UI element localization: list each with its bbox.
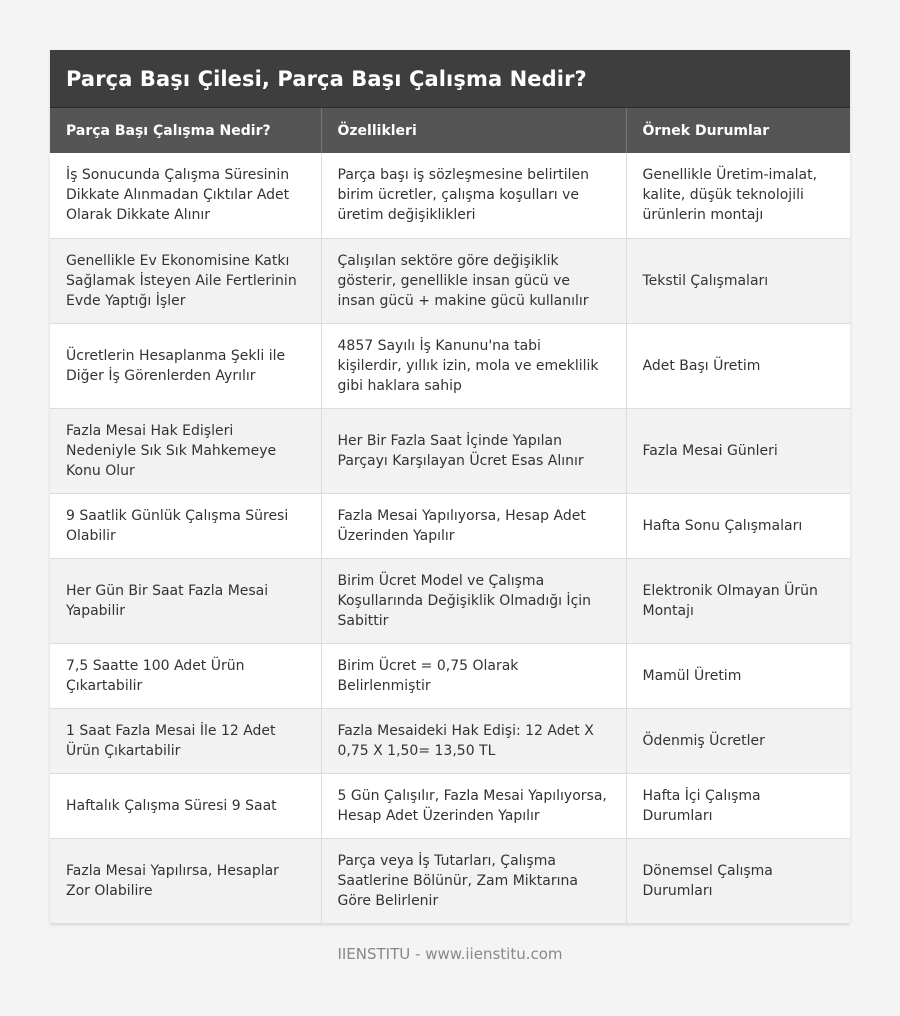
- title-bar: [50, 50, 850, 108]
- header-row: [50, 108, 850, 153]
- table-cell: Fazla Mesai Hak Edişleri Nedeniyle Sık Sık Mahkemeye Konu Olur: [50, 408, 321, 493]
- table-cell: Çalışılan sektöre göre değişiklik gösterir, genellikle insan gücü ve insan gücü + makine gücü kullanılır: [321, 238, 626, 323]
- table-row: [50, 238, 850, 323]
- table-cell: Haftalık Çalışma Süresi 9 Saat: [50, 773, 321, 838]
- table-cell: Fazla Mesai Günleri: [626, 408, 850, 493]
- table-row: [50, 643, 850, 708]
- table-cell: Hafta Sonu Çalışmaları: [626, 493, 850, 558]
- table-cell: Ücretlerin Hesaplanma Şekli ile Diğer İş Görenlerden Ayrılır: [50, 323, 321, 408]
- table-cell: İş Sonucunda Çalışma Süresinin Dikkate Alınmadan Çıktılar Adet Olarak Dikkate Alınır: [50, 153, 321, 238]
- table-cell: Dönemsel Çalışma Durumları: [626, 838, 850, 923]
- column-header-definition: Parça Başı Çalışma Nedir?: [50, 108, 321, 153]
- table-cell: 1 Saat Fazla Mesai İle 12 Adet Ürün Çıkartabilir: [50, 708, 321, 773]
- page-title: Parça Başı Çilesi, Parça Başı Çalışma Nedir?: [66, 66, 587, 91]
- column-header-features: Özellikleri: [321, 108, 626, 153]
- table-cell: Fazla Mesai Yapılıyorsa, Hesap Adet Üzerinden Yapılır: [321, 493, 626, 558]
- table-card: [50, 50, 850, 924]
- footer-credit: IIENSTITU - www.iienstitu.com: [337, 945, 563, 963]
- table-row: [50, 558, 850, 643]
- table-row: [50, 773, 850, 838]
- table-row: [50, 323, 850, 408]
- column-header-examples: Örnek Durumlar: [626, 108, 850, 153]
- table-cell: Fazla Mesaideki Hak Edişi: 12 Adet X 0,75 X 1,50= 13,50 TL: [321, 708, 626, 773]
- table-cell: Her Bir Fazla Saat İçinde Yapılan Parçayı Karşılayan Ücret Esas Alınır: [321, 408, 626, 493]
- table-cell: 4857 Sayılı İş Kanunu'na tabi kişilerdir, yıllık izin, mola ve emeklilik gibi haklara sahip: [321, 323, 626, 408]
- table-cell: Elektronik Olmayan Ürün Montajı: [626, 558, 850, 643]
- table-row: [50, 153, 850, 238]
- table-cell: Hafta İçi Çalışma Durumları: [626, 773, 850, 838]
- table-cell: Mamül Üretim: [626, 643, 850, 708]
- table-cell: 7,5 Saatte 100 Adet Ürün Çıkartabilir: [50, 643, 321, 708]
- table-cell: Tekstil Çalışmaları: [626, 238, 850, 323]
- table-row: [50, 493, 850, 558]
- table-cell: Birim Ücret Model ve Çalışma Koşullarında Değişiklik Olmadığı İçin Sabittir: [321, 558, 626, 643]
- table-cell: Her Gün Bir Saat Fazla Mesai Yapabilir: [50, 558, 321, 643]
- table-cell: Genellikle Üretim-imalat, kalite, düşük teknolojili ürünlerin montajı: [626, 153, 850, 238]
- table-cell: Adet Başı Üretim: [626, 323, 850, 408]
- table-cell: Birim Ücret = 0,75 Olarak Belirlenmiştir: [321, 643, 626, 708]
- table-cell: 5 Gün Çalışılır, Fazla Mesai Yapılıyorsa, Hesap Adet Üzerinden Yapılır: [321, 773, 626, 838]
- table-row: [50, 838, 850, 923]
- table-cell: Fazla Mesai Yapılırsa, Hesaplar Zor Olabilire: [50, 838, 321, 923]
- table-row: [50, 708, 850, 773]
- data-table: [50, 108, 850, 924]
- table-cell: Parça başı iş sözleşmesine belirtilen birim ücretler, çalışma koşulları ve üretim değişiklikleri: [321, 153, 626, 238]
- table-row: [50, 408, 850, 493]
- table-cell: Ödenmiş Ücretler: [626, 708, 850, 773]
- table-cell: Genellikle Ev Ekonomisine Katkı Sağlamak İsteyen Aile Fertlerinin Evde Yaptığı İşler: [50, 238, 321, 323]
- table-cell: Parça veya İş Tutarları, Çalışma Saatlerine Bölünür, Zam Miktarına Göre Belirlenir: [321, 838, 626, 923]
- table-cell: 9 Saatlik Günlük Çalışma Süresi Olabilir: [50, 493, 321, 558]
